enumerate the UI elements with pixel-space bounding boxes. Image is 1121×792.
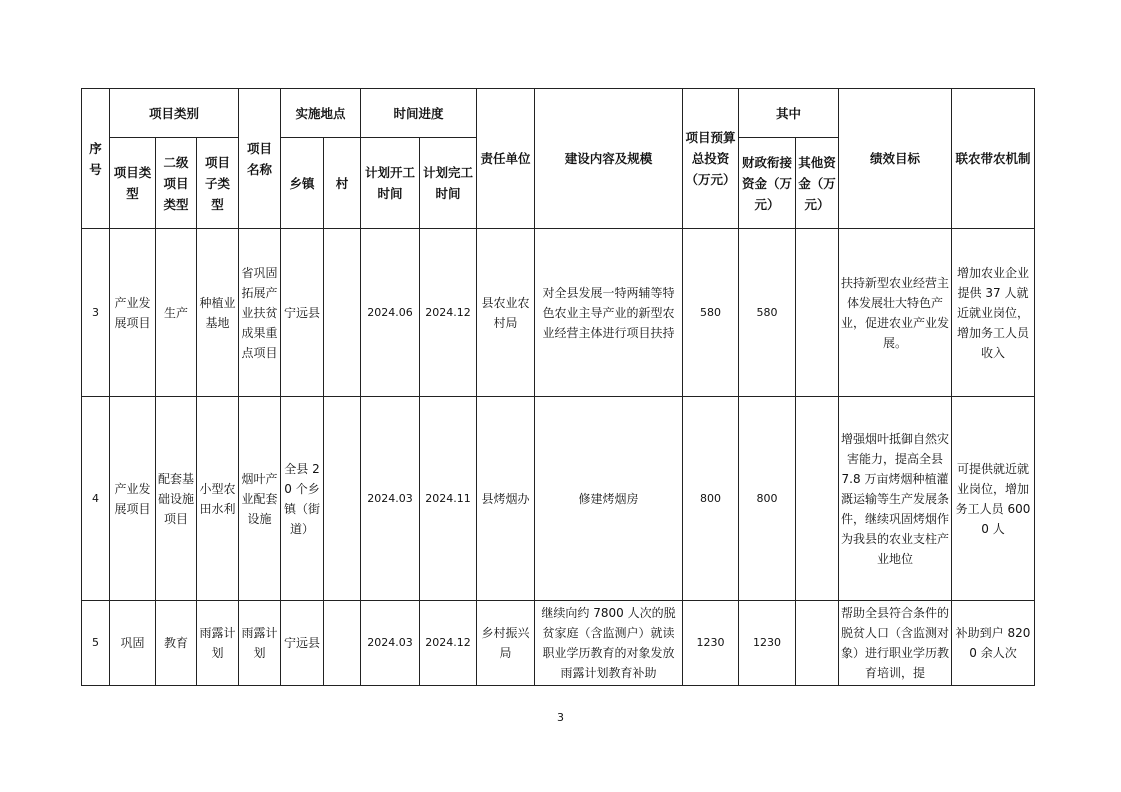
header-town: 乡镇 [281,138,324,229]
cell-type: 产业发展项目 [110,229,156,397]
header-village: 村 [324,138,361,229]
cell-seq: 3 [82,229,110,397]
cell-start: 2024.03 [361,397,420,601]
header-row-1 [82,89,1035,138]
cell-level2: 生产 [156,229,197,397]
cell-village [324,229,361,397]
project-table [81,88,1035,686]
cell-goal: 增强烟叶抵御自然灾害能力，提高全县 7.8 万亩烤烟种植灌溉运输等生产发展条件，继续巩固烤烟作为我县的农业支柱产业地位 [839,397,952,601]
cell-other [796,601,839,686]
cell-sub: 小型农田水利 [197,397,239,601]
cell-village [324,397,361,601]
header-project-name: 项目名称 [239,89,281,229]
cell-sub: 种植业基地 [197,229,239,397]
header-budget: 项目预算总投资（万元） [683,89,739,229]
header-category-level2: 二级项目类型 [156,138,197,229]
cell-name: 雨露计划 [239,601,281,686]
cell-mechanism: 可提供就近就业岗位，增加务工人员 6000 人 [952,397,1035,601]
header-schedule-group: 时间进度 [361,89,477,138]
cell-budget: 580 [683,229,739,397]
cell-seq: 4 [82,397,110,601]
cell-fiscal: 580 [739,229,796,397]
header-seq: 序号 [82,89,110,229]
cell-village [324,601,361,686]
table-row [82,229,1035,397]
cell-budget: 800 [683,397,739,601]
cell-name: 烟叶产业配套设施 [239,397,281,601]
header-mechanism: 联农带农机制 [952,89,1035,229]
header-content: 建设内容及规模 [535,89,683,229]
cell-mechanism: 补助到户 8200 余人次 [952,601,1035,686]
cell-end: 2024.12 [420,601,477,686]
cell-town: 全县 20 个乡镇（街道） [281,397,324,601]
cell-content: 修建烤烟房 [535,397,683,601]
header-plan-start: 计划开工时间 [361,138,420,229]
cell-end: 2024.11 [420,397,477,601]
cell-start: 2024.06 [361,229,420,397]
cell-seq: 5 [82,601,110,686]
table-row [82,601,1035,686]
header-category-type: 项目类型 [110,138,156,229]
cell-town: 宁远县 [281,601,324,686]
cell-level2: 教育 [156,601,197,686]
cell-fiscal: 800 [739,397,796,601]
cell-sub: 雨露计划 [197,601,239,686]
header-location-group: 实施地点 [281,89,361,138]
cell-goal: 扶持新型农业经营主体发展壮大特色产业，促进农业产业发展。 [839,229,952,397]
cell-end: 2024.12 [420,229,477,397]
cell-mechanism: 增加农业企业提供 37 人就近就业岗位，增加务工人员收入 [952,229,1035,397]
header-plan-end: 计划完工时间 [420,138,477,229]
cell-type: 巩固 [110,601,156,686]
header-category-group: 项目类别 [110,89,239,138]
cell-other [796,397,839,601]
header-among-group: 其中 [739,89,839,138]
cell-budget: 1230 [683,601,739,686]
cell-goal: 帮助全县符合条件的脱贫人口（含监测对象）进行职业学历教育培训，提 [839,601,952,686]
table-row [82,397,1035,601]
cell-unit: 县农业农村局 [477,229,535,397]
cell-name: 省巩固拓展产业扶贫成果重点项目 [239,229,281,397]
page-number: 3 [557,711,564,724]
cell-type: 产业发展项目 [110,397,156,601]
header-category-sub: 项目子类型 [197,138,239,229]
header-fiscal: 财政衔接资金（万元） [739,138,796,229]
cell-content: 继续向约 7800 人次的脱贫家庭（含监测户）就读职业学历教育的对象发放雨露计划教育补助 [535,601,683,686]
cell-content: 对全县发展一特两辅等特色农业主导产业的新型农业经营主体进行项目扶持 [535,229,683,397]
header-goal: 绩效目标 [839,89,952,229]
cell-town: 宁远县 [281,229,324,397]
cell-fiscal: 1230 [739,601,796,686]
header-unit: 责任单位 [477,89,535,229]
cell-other [796,229,839,397]
cell-unit: 乡村振兴局 [477,601,535,686]
cell-level2: 配套基础设施项目 [156,397,197,601]
cell-start: 2024.03 [361,601,420,686]
cell-unit: 县烤烟办 [477,397,535,601]
header-other: 其他资金（万元） [796,138,839,229]
